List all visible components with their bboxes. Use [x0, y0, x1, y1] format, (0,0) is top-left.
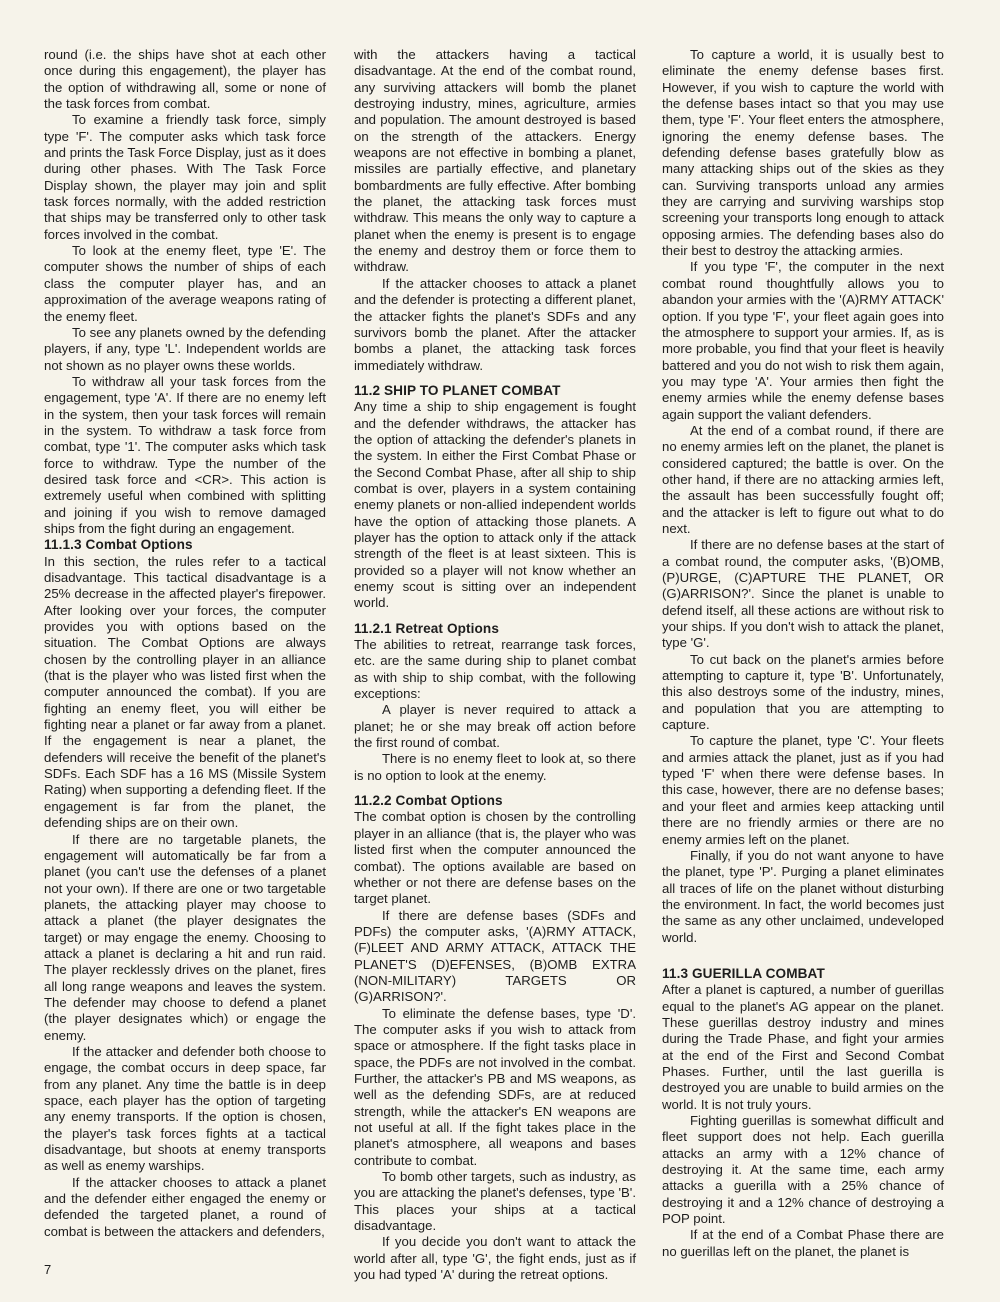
paragraph: To see any planets owned by the defending players, if any, type 'L'. Independent worlds are not shown as no player owns these worlds.	[44, 324, 326, 373]
text-column-2	[354, 47, 636, 1283]
paragraph: If the attacker and defender both choose to engage, the combat occurs in deep space, far from any planet. Any time the battle is in deep space, each player has the option of targeting any enemy transports. If the option is chosen, the player's task forces fights at a tactical disadvantage, but shoots at enemy transports as well as enemy warships.	[44, 1043, 326, 1174]
paragraph: To cut back on the planet's armies before attempting to capture it, type 'B'. Unfortunately, this also destroys some of the industry, mines, and population that you are attempting to capture.	[662, 651, 944, 733]
paragraph: To withdraw all your task forces from the engagement, type 'A'. If there are no enemy left in the system, then your task forces will remain in the system. To withdraw a task force from combat, type '1'. The computer asks which task force to withdraw. Type the number of the desired task force and <CR>. This action is extremely useful when combined with splitting and joining if you wish to remove damaged ships from the fight during an engagement.	[44, 373, 326, 536]
paragraph: A player is never required to attack a planet; he or she may break off action before the first round of combat.	[354, 702, 636, 751]
section-heading: 11.2 SHIP TO PLANET COMBAT	[354, 382, 561, 398]
section-heading: 11.2.2 Combat Options	[354, 793, 503, 809]
paragraph: There is no enemy fleet to look at, so there is no option to look at the enemy.	[354, 751, 636, 783]
paragraph: To look at the enemy fleet, type 'E'. The computer shows the number of ships of each class the computer player has, and an approximation of the average weapons rating of the enemy fleet.	[44, 243, 326, 324]
paragraph: To capture a world, it is usually best to eliminate the enemy defense bases first. However, if you wish to capture the world with the defense bases intact so that you may use them, type 'F'. Your fleet enters the atmosphere, ignoring the enemy defense bases. The defending defense bases gratefully blow as many attacking ships out of the skies as they can. Surviving transports unload any armies they are carrying and surviving warships stop screening your transports long enough to attack opposing armies. The defending bases also do their best to destroy the attacking armies.	[662, 47, 944, 259]
paragraph: At the end of a combat round, if there are no enemy armies left on the planet, the planet is considered captured; the battle is over. On the other hand, if there are no attacking armies left, the assault has been successfully fought off; and the attacker is left to figure out what to do next.	[662, 422, 944, 536]
section-heading: 11.3 GUERILLA COMBAT	[662, 965, 825, 981]
paragraph: If at the end of a Combat Phase there are no guerillas left on the planet, the planet is	[662, 1227, 944, 1259]
section-heading: 11.1.3 Combat Options	[44, 537, 193, 553]
paragraph: If there are no targetable planets, the engagement will automatically be far from a planet (you can't use the defenses of a planet not your own). If there are one or two targetable planets, the attacking player may choose to attack a planet (the player designates the target) or may engage the enemy. Choosing to attack a planet is declaring a hit and run raid. The player recklessly drives on the planet, fires all long range weapons and leaves the system. The defender may choose to defend a planet (the player designates which) or engage the enemy.	[44, 831, 326, 1043]
paragraph: To bomb other targets, such as industry, as you are attacking the planet's defenses, type 'B'. This places your ships at a tactical disadvantage.	[354, 1169, 636, 1234]
paragraph: with the attackers having a tactical disadvantage. At the end of the combat round, any surviving attackers will bomb the planet destroying industry, mines, agriculture, armies and population. The amount destroyed is based on the strength of the attackers. Energy weapons are not effective in bombing a planet, missiles are partially effective, and planetary bombardments are fully effective. After bombing the planet, the attacking task forces must withdraw. This means the only way to capture a planet when the enemy is present is to engage the enemy and destroy them or force them to withdraw.	[354, 47, 636, 275]
paragraph: To capture the planet, type 'C'. Your fleets and armies attack the planet, just as if you had typed 'F' when there were defense bases. In this case, however, there are no defense bases; and your fleet and armies keep attacking until there are no friendly armies or there are no enemy armies left on the planet.	[662, 733, 944, 847]
paragraph: The abilities to retreat, rearrange task forces, etc. are the same during ship to planet combat as with ship to ship combat, with the following exceptions:	[354, 637, 636, 702]
paragraph: If the attacker chooses to attack a planet and the defender either engaged the enemy or defended the targeted planet, a round of combat is between the attackers and defenders,	[44, 1174, 326, 1239]
paragraph: Any time a ship to ship engagement is fought and the defender withdraws, the attacker has the option of attacking the defender's planets in the system. In either the First Combat Phase or the Second Combat Phase, after all ship to ship combat is over, players in a system containing enemy planets or non-allied independent worlds have the option of attacking those planets. A player has the option to attack only if the attack strength of the fleet is at least sixteen. This is provided so a player will not know whether an enemy scout is sitting over an independent world.	[354, 399, 636, 611]
paragraph: The combat option is chosen by the controlling player in an alliance (that is, the player who was listed first when the computer announced the combat). The options available are based on whether or not there are defense bases on the target planet.	[354, 809, 636, 907]
paragraph: Fighting guerillas is somewhat difficult and fleet support does not help. Each guerilla attacks an army with a 12% chance of destroying it. At the same time, each army attacks a guerilla with a 25% chance of destroying it and a 12% chance of destroying a POP point.	[662, 1113, 944, 1227]
paragraph: If you type 'F', the computer in the next combat round thoughtfully allows you to abandon your armies with the '(A)RMY ATTACK' option. If you type 'F', your fleet again goes into the atmosphere to support your armies. If, as is more probable, you find that your fleet is heavily battered and you do not wish to risk them again, you may type 'A'. Your armies then fight the enemy armies while the enemy defense bases again support the valiant defenders.	[662, 259, 944, 422]
paragraph: To eliminate the defense bases, type 'D'. The computer asks if you wish to attack from space or atmosphere. If the fight tasks place in space, the PDFs are not involved in the combat. Further, the attacker's PB and MS weapons, as well as the defending SDFs, are at reduced strength, while the attacker's EN weapons are not useful at all. If the fight takes place in the planet's atmosphere, all weapons and bases contribute to combat.	[354, 1005, 636, 1168]
paragraph: If the attacker chooses to attack a planet and the defender is protecting a different planet, the attacker fights the planet's SDFs and any survivors bomb the planet. After the attacker bombs a planet, the attacking task forces immediately withdraw.	[354, 275, 636, 373]
paragraph: In this section, the rules refer to a tactical disadvantage. This tactical disadvantage is a 25% decrease in the affected player's firepower. After looking over your forces, the computer provides you with options based on the situation. The Combat Options are always chosen by the controlling player in an alliance (that is the player who was listed first when the computer announced the combat). If you are fighting an enemy fleet, you will either be fighting near a planet or far away from a planet. If the engagement is near a planet, the defenders will receive the benefit of the planet's SDFs. Each SDF has a 16 MS (Missile System Rating) when supporting a defending fleet. If the engagement is far from the planet, the defending ships are on their own.	[44, 553, 326, 831]
paragraph: Finally, if you do not want anyone to have the planet, type 'P'. Purging a planet eliminates all traces of life on the planet without disturbing the environment. In fact, the world becomes just the same as any other unclaimed, undeveloped world.	[662, 847, 944, 945]
paragraph: To examine a friendly task force, simply type 'F'. The computer asks which task force and prints the Task Force Display, just as it does during other phases. With The Task Force Display shown, the player may join and split task forces normally, with the added restriction that ships may be transferred only to other task forces involved in the combat.	[44, 112, 326, 242]
text-column-1	[44, 47, 326, 1240]
section-heading: 11.2.1 Retreat Options	[354, 620, 499, 636]
text-column-3	[662, 47, 944, 1260]
paragraph: round (i.e. the ships have shot at each other once during this engagement), the player has the option of withdrawing all, some or none of the task forces from combat.	[44, 47, 326, 112]
page-number: 7	[44, 1262, 52, 1277]
paragraph: If there are no defense bases at the start of a combat round, the computer asks, '(B)OMB, (P)URGE, (C)APTURE THE PLANET, OR (G)ARRISON?'. Since the planet is unable to defend itself, all these actions are without risk to your ships. If you don't wish to attack the planet, type 'G'.	[662, 537, 944, 651]
paragraph: If there are defense bases (SDFs and PDFs) the computer asks, '(A)RMY ATTACK, (F)LEET AND ARMY ATTACK, ATTACK THE PLANET'S (D)EFENSES, (B)OMB EXTRA (NON-MILITARY) TARGETS OR (G)ARRISON?'.	[354, 907, 636, 1005]
paragraph: After a planet is captured, a number of guerillas equal to the planet's AG appear on the planet. These guerillas destroy industry and mines during the Trade Phase, and fight your armies at the end of the First and Second Combat Phases. Further, until the last guerilla is destroyed you are unable to build armies on the world. It is not truly yours.	[662, 982, 944, 1112]
paragraph: If you decide you don't want to attack the world after all, type 'G', the fight ends, just as if you had typed 'A' during the retreat options.	[354, 1234, 636, 1283]
